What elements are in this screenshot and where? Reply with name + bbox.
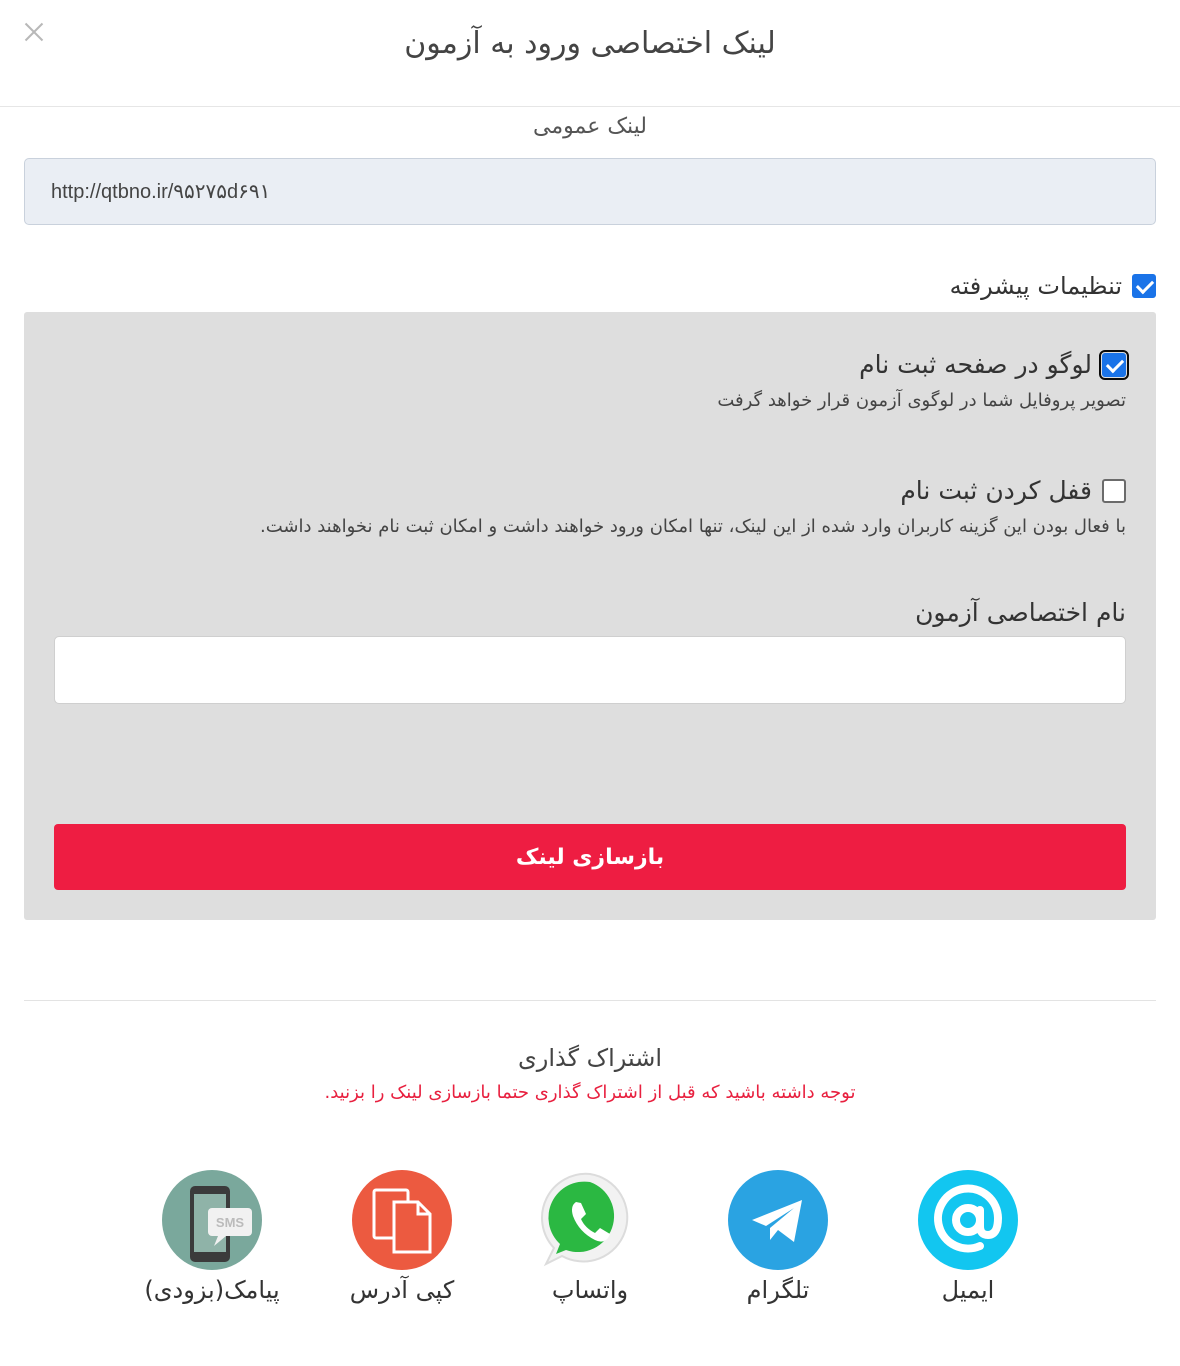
advanced-settings-checkbox[interactable] — [1132, 274, 1156, 298]
logo-option-description: تصویر پروفایل شما در لوگوی آزمون قرار خواهد گرفت — [717, 390, 1126, 411]
share-whatsapp-label: واتساپ — [551, 1276, 629, 1304]
logo-option-label: لوگو در صفحه ثبت نام — [859, 350, 1092, 379]
advanced-settings-toggle[interactable] — [950, 272, 1156, 300]
exam-name-label: نام اختصاصی آزمون — [915, 598, 1126, 627]
logo-option-checkbox[interactable] — [1102, 353, 1126, 377]
share-telegram-button[interactable] — [693, 1170, 863, 1304]
share-sms-label: پیامک(بزودی) — [144, 1276, 280, 1304]
header-divider — [0, 106, 1180, 107]
exam-name-field[interactable] — [54, 636, 1126, 704]
share-copy-button[interactable] — [317, 1170, 487, 1304]
advanced-settings-panel — [24, 312, 1156, 920]
whatsapp-icon — [540, 1170, 640, 1270]
rebuild-link-button[interactable]: بازسازی لینک — [54, 824, 1126, 890]
share-title: اشتراک گذاری — [517, 1044, 663, 1072]
share-sms-button[interactable] — [127, 1170, 297, 1304]
lock-registration-label: قفل کردن ثبت نام — [900, 476, 1092, 505]
share-warning-note: توجه داشته باشید که قبل از اشتراک گذاری حتما بازسازی لینک را بزنید. — [324, 1082, 856, 1103]
modal-title: لینک اختصاصی ورود به آزمون — [404, 26, 776, 61]
public-link-label: لینک عمومی — [533, 114, 647, 139]
sms-badge-text: SMS — [215, 1215, 245, 1230]
lock-registration-description: با فعال بودن این گزینه کاربران وارد شده از این لینک، تنها امکان ورود خواهند داشت و امکان ثبت نام نخواهند داشت. — [260, 516, 1126, 537]
share-whatsapp-button[interactable] — [505, 1170, 675, 1304]
share-copy-label: کپی آدرس — [349, 1276, 455, 1304]
advanced-settings-label: تنظیمات پیشرفته — [949, 272, 1122, 300]
lock-registration-option[interactable] — [900, 476, 1126, 505]
public-link-field[interactable] — [24, 158, 1156, 225]
section-divider — [24, 1000, 1156, 1001]
share-email-label: ایمیل — [941, 1276, 995, 1304]
logo-option[interactable] — [859, 350, 1126, 379]
share-email-button[interactable] — [883, 1170, 1053, 1304]
lock-registration-checkbox[interactable] — [1102, 479, 1126, 503]
copy-icon — [352, 1170, 452, 1270]
share-telegram-label: تلگرام — [746, 1276, 810, 1304]
telegram-icon — [728, 1170, 828, 1270]
email-at-icon — [918, 1170, 1018, 1270]
sms-icon — [162, 1170, 262, 1270]
